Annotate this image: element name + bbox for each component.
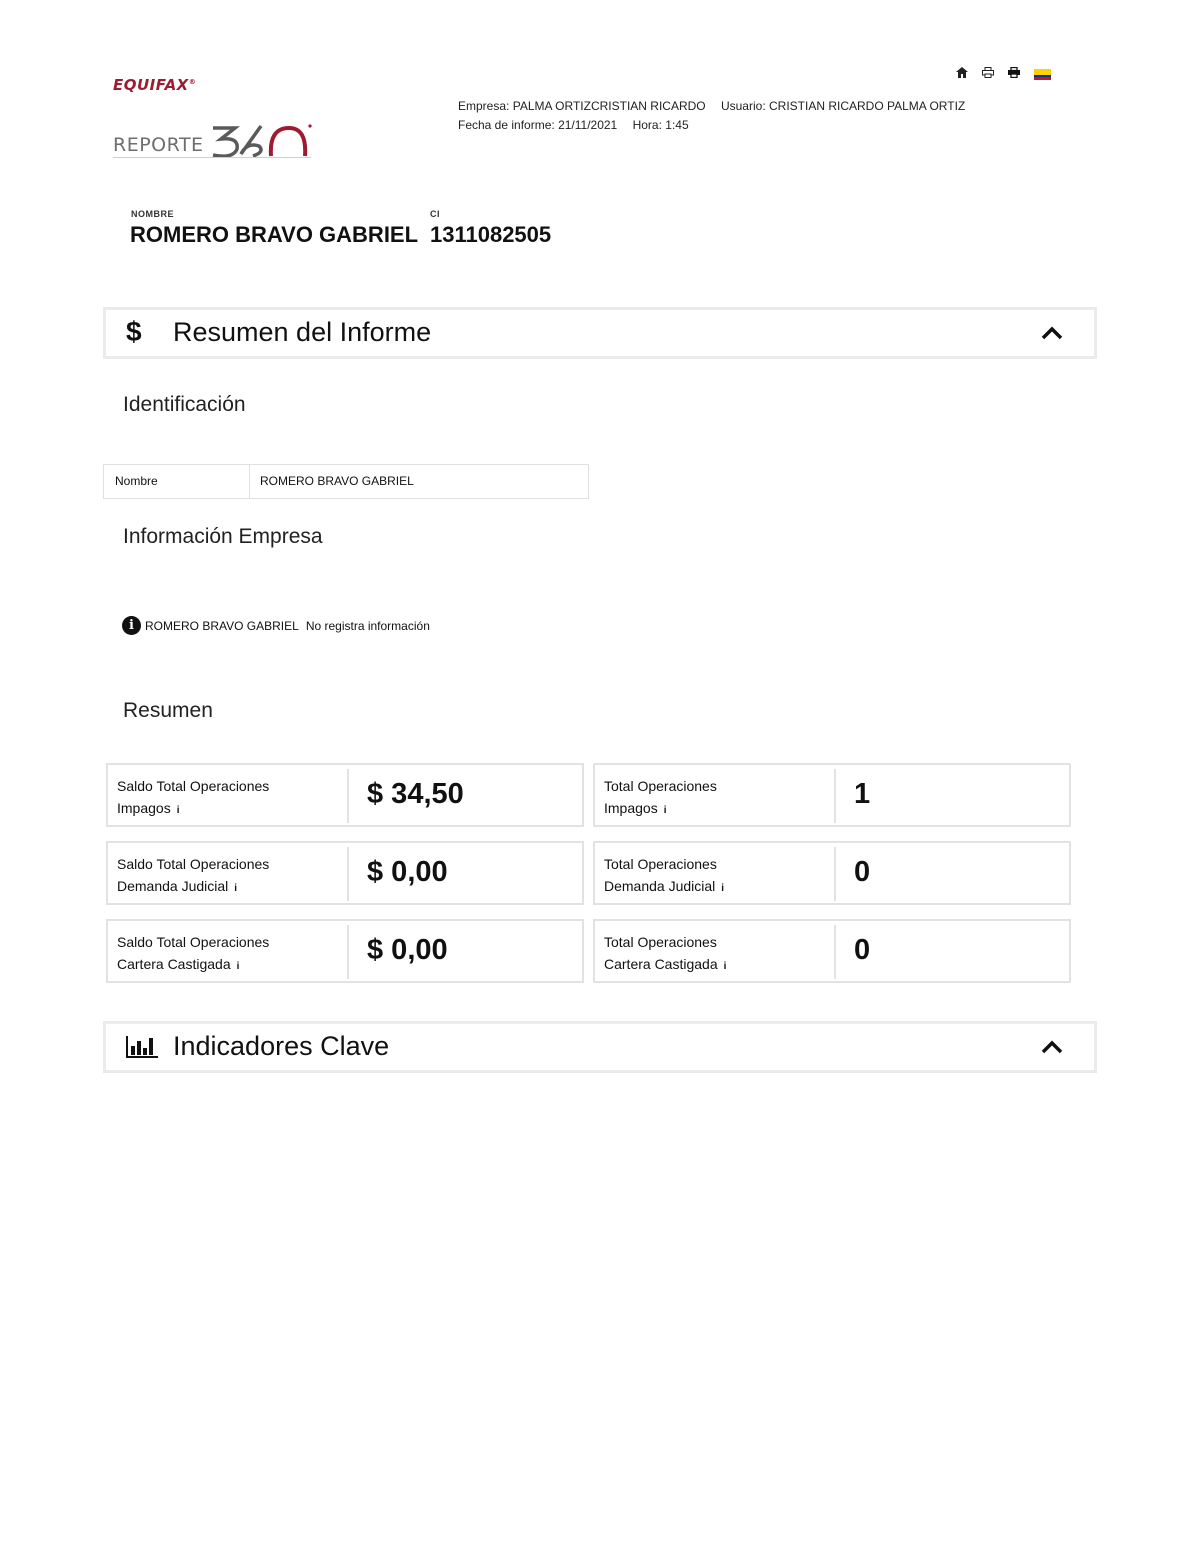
print-icon[interactable]	[982, 67, 994, 82]
card-label: Demanda Judicial	[117, 878, 229, 894]
fecha-value: 21/11/2021	[558, 118, 618, 132]
divider	[347, 847, 349, 901]
card-label: Total Operaciones	[604, 856, 717, 872]
card-label: Total Operaciones	[604, 934, 717, 950]
card-label: Saldo Total Operaciones	[117, 934, 270, 950]
usuario-value: CRISTIAN RICARDO PALMA ORTIZ	[769, 99, 966, 113]
empresa-info-line	[122, 616, 430, 635]
card-value: 0	[854, 856, 871, 888]
person-name: ROMERO BRAVO GABRIEL	[130, 222, 419, 247]
person-ci: 1311082505	[430, 222, 552, 247]
chevron-up-icon[interactable]	[1040, 321, 1064, 345]
equifax-logo: EQUIFAX®	[113, 76, 197, 94]
card-label: Demanda Judicial	[604, 878, 716, 894]
section-indicadores-clave[interactable]	[103, 1021, 1097, 1073]
card-total-demanda	[593, 841, 1071, 905]
card-label: Cartera Castigada	[604, 956, 718, 972]
card-label: Saldo Total Operaciones	[117, 778, 270, 794]
ecuador-flag-icon[interactable]	[1034, 69, 1051, 80]
divider	[347, 925, 349, 979]
info-icon[interactable]: i	[723, 961, 727, 972]
section-title: Indicadores Clave	[173, 1031, 390, 1061]
info-circle-icon: i	[122, 616, 141, 635]
card-value: $ 0,00	[367, 934, 448, 966]
identificacion-table	[103, 464, 589, 499]
card-label: Saldo Total Operaciones	[117, 856, 270, 872]
reporte-label: REPORTE	[113, 134, 204, 156]
info-icon[interactable]: i	[663, 805, 667, 816]
card-label: Total Operaciones	[604, 778, 717, 794]
chevron-up-icon[interactable]	[1040, 1035, 1064, 1059]
divider	[347, 769, 349, 823]
section-resumen-informe[interactable]	[103, 307, 1097, 359]
logo-underline	[113, 157, 311, 158]
empresa-value: PALMA ORTIZCRISTIAN RICARDO	[512, 99, 706, 113]
card-value: $ 34,50	[367, 778, 464, 810]
card-label: Impagos	[117, 800, 171, 816]
resumen-heading: Resumen	[123, 699, 213, 722]
divider	[834, 925, 836, 979]
card-saldo-demanda	[106, 841, 584, 905]
empresa-heading: Información Empresa	[123, 525, 323, 548]
card-total-impagos	[593, 763, 1071, 827]
id-row-value: ROMERO BRAVO GABRIEL	[260, 474, 414, 488]
reporte-360-logo	[113, 118, 323, 166]
empresa-subject: ROMERO BRAVO GABRIEL	[145, 618, 299, 633]
section-title: Resumen del Informe	[173, 317, 432, 347]
card-value: 0	[854, 934, 871, 966]
card-saldo-castigada	[106, 919, 584, 983]
print-bold-icon[interactable]	[1008, 67, 1020, 82]
card-value: 1	[854, 778, 871, 810]
identificacion-heading: Identificación	[123, 393, 246, 416]
hora-label: Hora:	[632, 118, 662, 132]
card-total-castigada	[593, 919, 1071, 983]
bar-chart-icon	[126, 1036, 158, 1058]
fecha-label: Fecha de informe:	[458, 118, 555, 132]
info-icon[interactable]: i	[234, 883, 238, 894]
card-label: Impagos	[604, 800, 658, 816]
empresa-message: No registra información	[305, 618, 430, 633]
hora-value: 1:45	[665, 118, 689, 132]
header-toolbar	[956, 67, 1051, 82]
card-value: $ 0,00	[367, 856, 448, 888]
home-icon[interactable]	[956, 67, 968, 82]
id-row-label: Nombre	[104, 465, 250, 498]
ci-label: CI	[430, 209, 440, 219]
divider	[834, 769, 836, 823]
name-label: NOMBRE	[131, 209, 174, 219]
card-label: Cartera Castigada	[117, 956, 231, 972]
usuario-label: Usuario:	[720, 99, 766, 113]
empresa-label: Empresa:	[458, 99, 510, 113]
number-360-graphic	[209, 122, 313, 160]
divider	[834, 847, 836, 901]
card-saldo-impagos	[106, 763, 584, 827]
report-meta	[458, 97, 965, 135]
info-icon[interactable]: i	[236, 961, 240, 972]
info-icon[interactable]: i	[721, 883, 725, 894]
info-icon[interactable]: i	[176, 805, 180, 816]
dollar-icon: $	[126, 316, 142, 347]
